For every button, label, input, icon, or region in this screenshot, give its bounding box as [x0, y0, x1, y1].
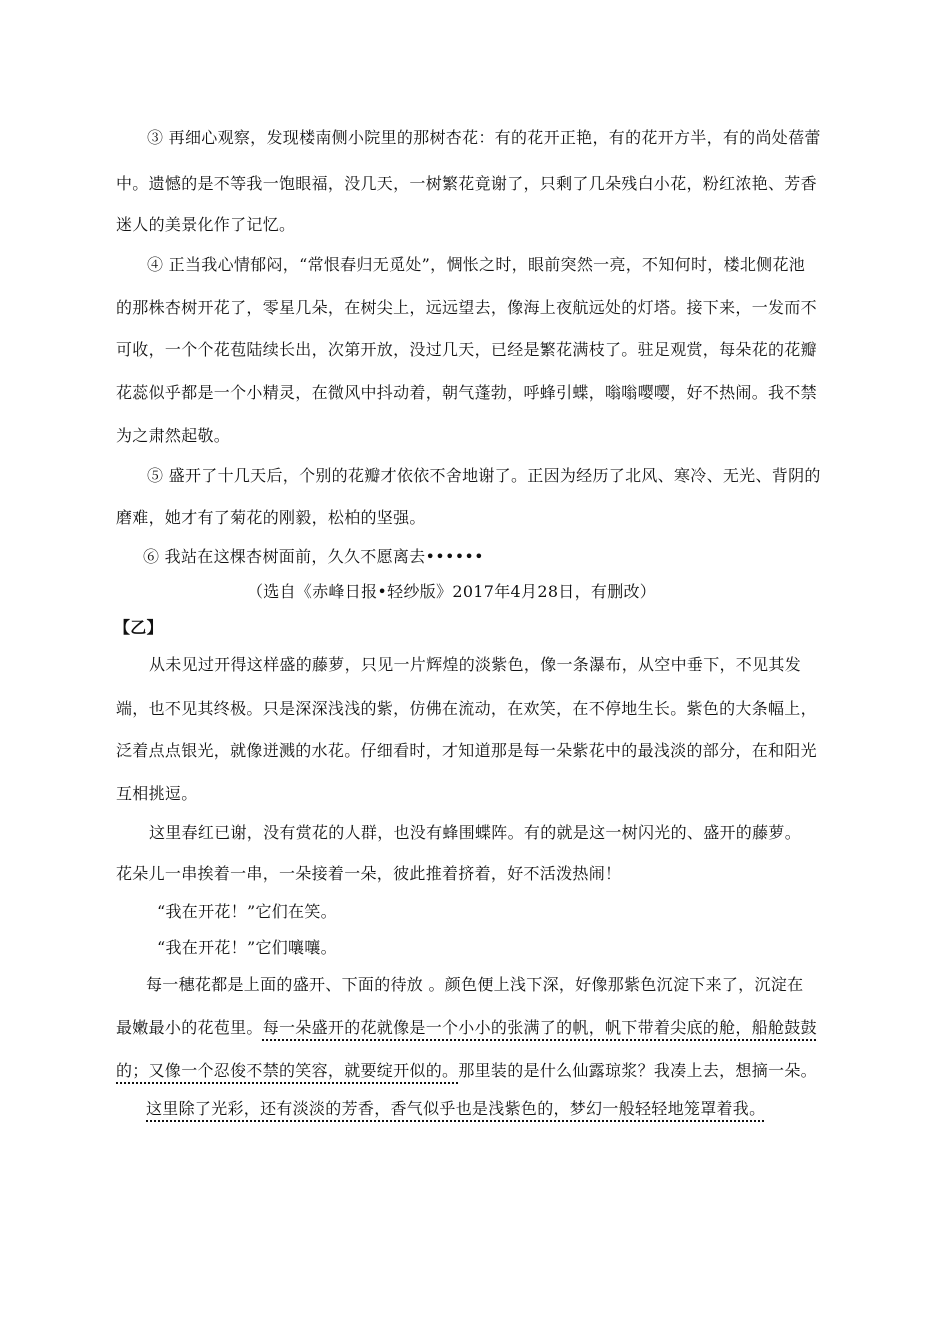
- para-4-line-1: ④ 正当我心情郁闷，“常恨春归无觅处”，惆怅之时，眼前突然一亮，不知何时，楼北侧花池: [147, 255, 806, 274]
- section-yi-heading: 【乙】: [114, 618, 163, 637]
- yi-para-1-line-4: 互相挑逗。: [116, 784, 198, 803]
- para-3-line-1: ③ 再细心观察，发现楼南侧小院里的那树杏花：有的花开正艳，有的花开方半，有的尚处蓓蕾: [147, 128, 821, 147]
- yi-para-2-line-1: 这里春红已谢，没有赏花的人群，也没有蜂围蝶阵。有的就是这一树闪光的、盛开的藤萝。: [149, 823, 802, 842]
- para-6: ⑥ 我站在这棵杏树面前，久久不愿离去••••••: [143, 547, 484, 566]
- yi-para-4: [146, 1099, 765, 1119]
- yi-quote-2: “我在开花！”它们嚷嚷。: [157, 938, 337, 957]
- yi-para-3-line-2-emphasized: 每一朵盛开的花就像是一个小小的张满了的帆，帆下带着尖底的舱，船舱鼓鼓: [262, 1018, 817, 1037]
- para-3-line-3: 迷人的美景化作了记忆。: [116, 215, 296, 234]
- yi-para-3-line-1: 每一穗花都是上面的盛开、下面的待放 。颜色便上浅下深，好像那紫色沉淀下来了，沉淀在: [146, 975, 804, 994]
- para-4-line-4: 花蕊似乎都是一个小精灵，在微风中抖动着，朝气蓬勃，呼蜂引蝶，嗡嗡嘤嘤，好不热闹。我不禁: [116, 383, 817, 402]
- yi-para-1-line-3: 泛着点点银光，就像迸溅的水花。仔细看时，才知道那是每一朵紫花中的最浅淡的部分，在和阳光: [116, 741, 817, 760]
- yi-para-4-emphasized: 这里除了光彩，还有淡淡的芳香，香气似乎也是浅紫色的，梦幻一般轻轻地笼罩着我。: [146, 1099, 766, 1118]
- yi-para-3-line-2-plain: 最嫩最小的花苞里。: [116, 1018, 263, 1037]
- para-5-line-2: 磨难，她才有了菊花的刚毅，松柏的坚强。: [116, 508, 426, 527]
- yi-para-3-line-2: [116, 1018, 817, 1038]
- para-4-line-5: 为之肃然起敬。: [116, 426, 231, 445]
- para-4-line-3: 可收，一个个花苞陆续长出，次第开放，没过几天，已经是繁花满枝了。驻足观赏，每朵花的花瓣: [116, 340, 817, 359]
- yi-para-2-line-2: 花朵儿一串挨着一串，一朵接着一朵，彼此推着挤着，好不活泼热闹！: [116, 864, 622, 883]
- yi-para-3-line-3: [116, 1061, 817, 1081]
- yi-para-1-line-1: 从未见过开得这样盛的藤萝，只见一片辉煌的淡紫色，像一条瀑布，从空中垂下，不见其发: [149, 655, 802, 674]
- para-5-line-1: ⑤ 盛开了十几天后，个别的花瓣才依依不舍地谢了。正因为经历了北风、寒冷、无光、背阴的: [147, 466, 821, 485]
- yi-para-3-line-3-plain: 那里装的是什么仙露琼浆？我凑上去，想摘一朵。: [458, 1061, 817, 1080]
- source-citation: （选自《赤峰日报•轻纱版》2017年4月28日，有删改）: [247, 582, 657, 601]
- yi-para-1-line-2: 端，也不见其终极。只是深深浅浅的紫，仿佛在流动，在欢笑，在不停地生长。紫色的大条幅上，: [116, 699, 817, 718]
- yi-quote-1: “我在开花！”它们在笑。: [157, 902, 337, 921]
- yi-para-3-line-3-emphasized: 的；又像一个忍俊不禁的笑容，就要绽开似的。: [116, 1061, 459, 1080]
- para-4-line-2: 的那株杏树开花了，零星几朵，在树尖上，远远望去，像海上夜航远处的灯塔。接下来，一发而不: [116, 298, 817, 317]
- para-3-line-2: 中。遗憾的是不等我一饱眼福，没几天，一树繁花竟谢了，只剩了几朵残白小花，粉红浓艳、芳香: [116, 174, 817, 193]
